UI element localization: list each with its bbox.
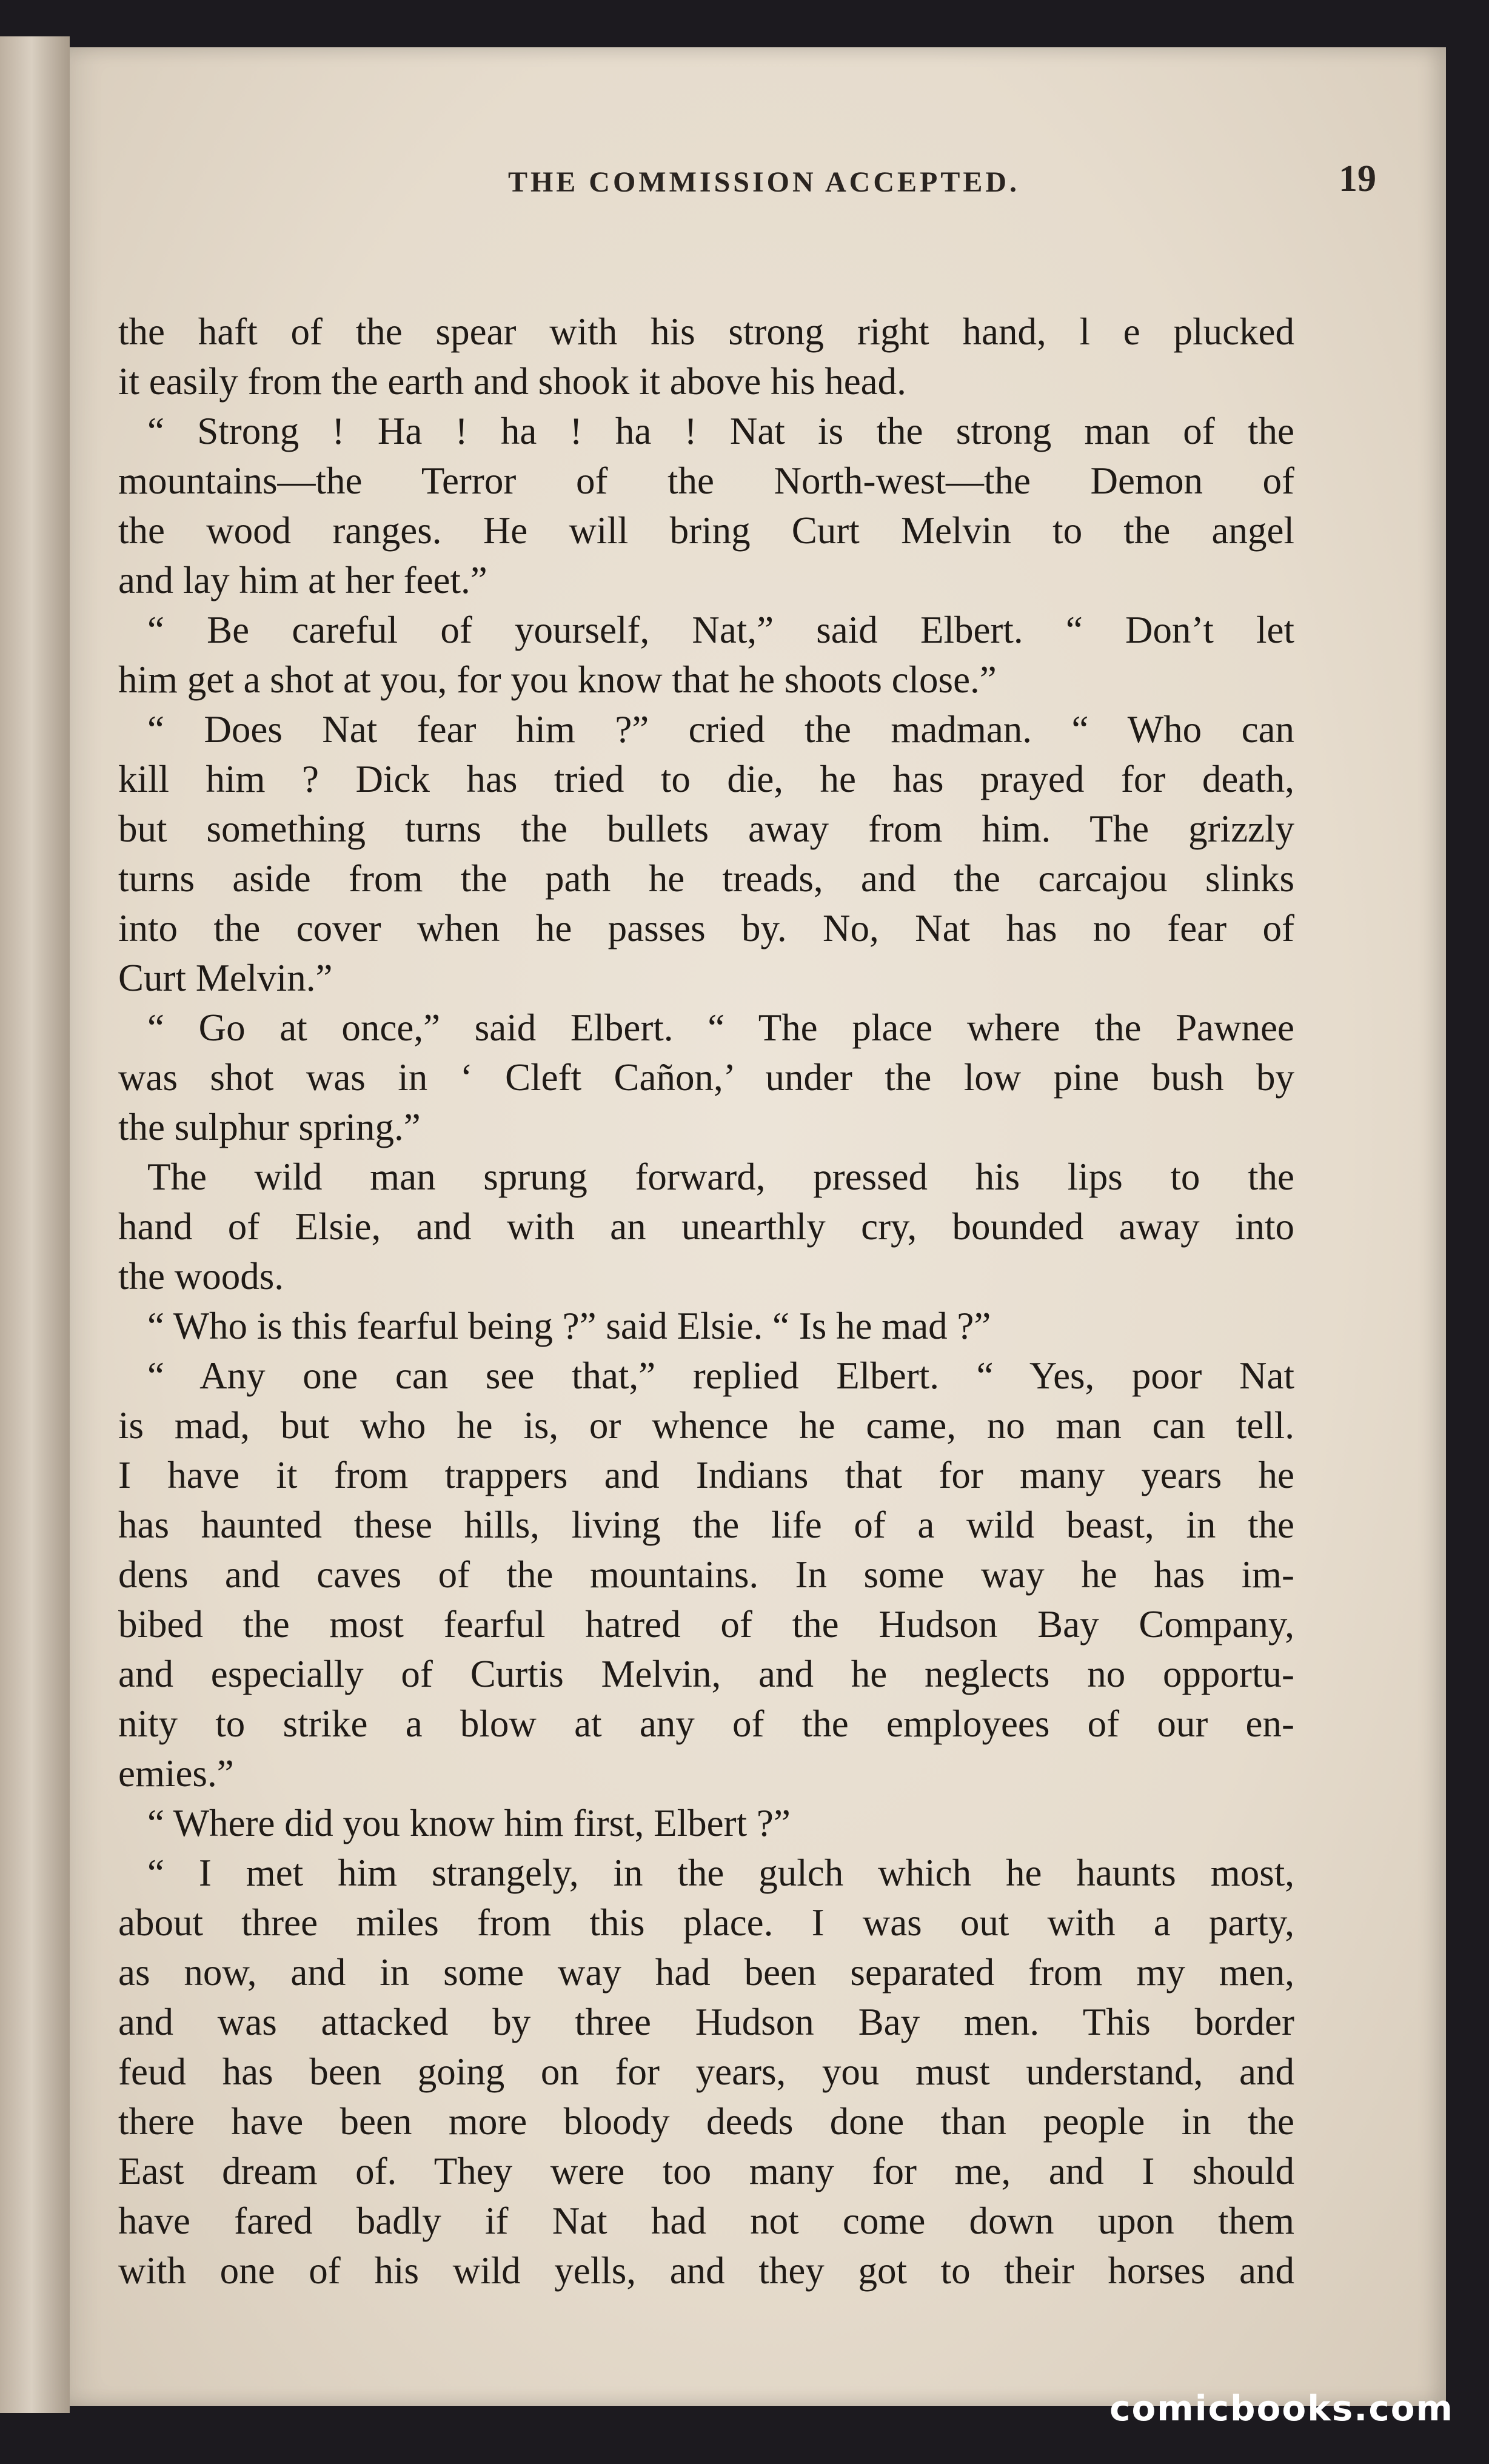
text-line: the sulphur spring.”	[118, 1106, 421, 1148]
text-line: it easily from the earth and shook it above his head.	[118, 360, 906, 403]
text-line: “ Who is this fearful being ?” said Elsie. “ Is he mad ?”	[147, 1305, 991, 1347]
text-line: into the cover when he passes by. No, Nat has no fear of	[118, 907, 1294, 949]
text-line: I have it from trappers and Indians that for many years he	[118, 1454, 1294, 1496]
book-page	[70, 47, 1446, 2406]
text-line: “ I met him strangely, in the gulch which he haunts most,	[147, 1852, 1294, 1894]
watermark: comicbooks.com	[1109, 2388, 1454, 2429]
adjacent-page-edge	[0, 36, 70, 2413]
running-head: THE COMMISSION ACCEPTED.	[507, 166, 1020, 198]
text-line: nity to strike a blow at any of the employees of our en-	[118, 1702, 1294, 1745]
text-line: there have been more bloody deeds done than people in the	[118, 2100, 1294, 2143]
text-line: with one of his wild yells, and they got to their horses and	[118, 2249, 1294, 2292]
text-line: the haft of the spear with his strong right hand, l e plucked	[118, 310, 1294, 353]
text-line: The wild man sprung forward, pressed his lips to the	[147, 1156, 1294, 1198]
text-line: and was attacked by three Hudson Bay men. This border	[118, 2001, 1294, 2043]
text-line: mountains—the Terror of the North-west—the Demon of	[118, 460, 1294, 502]
text-line: turns aside from the path he treads, and the carcajou slinks	[118, 857, 1294, 900]
text-line: bibed the most fearful hatred of the Hudson Bay Company,	[118, 1603, 1294, 1645]
text-line: “ Strong ! Ha ! ha ! ha ! Nat is the strong man of the	[147, 410, 1294, 452]
text-line: kill him ? Dick has tried to die, he has prayed for death,	[118, 758, 1294, 800]
body-text	[118, 307, 1294, 2295]
text-line: is mad, but who he is, or whence he came, no man can tell.	[118, 1404, 1294, 1447]
text-line: “ Any one can see that,” replied Elbert. “ Yes, poor Nat	[147, 1354, 1294, 1397]
text-line: but something turns the bullets away from him. The grizzly	[118, 808, 1294, 850]
text-line: was shot was in ‘ Cleft Cañon,’ under the low pine bush by	[118, 1056, 1294, 1099]
text-line: the wood ranges. He will bring Curt Melvin to the angel	[118, 509, 1294, 552]
text-line: “ Where did you know him first, Elbert ?”	[147, 1802, 791, 1844]
text-line: East dream of. They were too many for me, and I should	[118, 2150, 1294, 2192]
text-line: as now, and in some way had been separated from my men,	[118, 1951, 1294, 1994]
text-line: and lay him at her feet.”	[118, 559, 487, 601]
text-line: him get a shot at you, for you know that he shoots close.”	[118, 658, 997, 701]
text-line: about three miles from this place. I was out with a party,	[118, 1901, 1294, 1944]
text-line: feud has been going on for years, you must understand, and	[118, 2051, 1294, 2093]
text-line: hand of Elsie, and with an unearthly cry, bounded away into	[118, 1205, 1294, 1248]
text-line: “ Does Nat fear him ?” cried the madman. “ Who can	[147, 708, 1294, 751]
text-line: Curt Melvin.”	[118, 957, 333, 999]
text-line: has haunted these hills, living the life of a wild beast, in the	[118, 1504, 1294, 1546]
text-line: have fared badly if Nat had not come down upon them	[118, 2200, 1294, 2242]
text-line: emies.”	[118, 1752, 234, 1795]
text-line: “ Go at once,” said Elbert. “ The place where the Pawnee	[147, 1006, 1294, 1049]
page-number: 19	[1339, 158, 1376, 199]
text-line: “ Be careful of yourself, Nat,” said Elbert. “ Don’t let	[147, 609, 1294, 651]
text-line: and especially of Curtis Melvin, and he neglects no opportu-	[118, 1653, 1294, 1695]
text-line: the woods.	[118, 1255, 284, 1297]
text-line: dens and caves of the mountains. In some way he has im-	[118, 1553, 1294, 1596]
